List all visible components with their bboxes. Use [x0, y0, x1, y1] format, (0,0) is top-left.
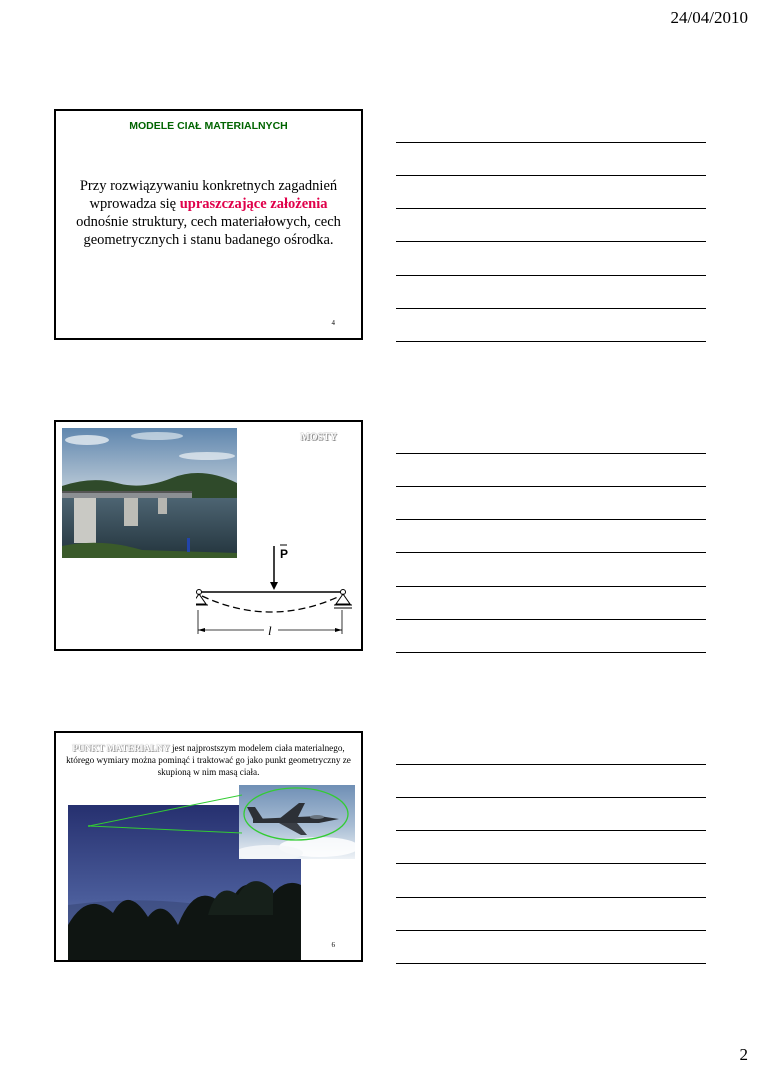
slide-models: [54, 109, 363, 340]
simply-supported-beam-diagram: [196, 538, 363, 648]
force-label: P: [280, 547, 289, 561]
slide-material-point: [54, 731, 363, 962]
body-text-end: odnośnie struktury, cech materiałowych, cech geometrycznych i stanu badanego ośrodka.: [76, 214, 341, 248]
length-label: l: [268, 623, 272, 638]
definition-text: jest najprostszym modelem ciała materialnego, którego wymiary można pominąć i traktować go jako punkt geometryczny ze skupioną w nim masą ciała.: [66, 743, 351, 777]
slide-number: 6: [331, 941, 335, 949]
body-highlight: upraszczające założenia: [179, 196, 328, 212]
slide-body: [66, 177, 351, 249]
slide-bridges: [54, 420, 363, 651]
page-number: 2: [739, 1045, 748, 1064]
slide-title: MOSTY: [300, 432, 337, 443]
slide-number: 4: [331, 319, 335, 327]
page-date: 24/04/2010: [670, 8, 748, 27]
slide-title: MODELE CIAŁ MATERIALNYCH: [129, 120, 288, 132]
pointer-overlay: [56, 733, 363, 962]
body-text-start: Przy rozwiązywaniu konkretnych zagadnień wprowadza się: [79, 178, 338, 212]
term-label: PUNKT MATERIALNY: [72, 743, 170, 753]
